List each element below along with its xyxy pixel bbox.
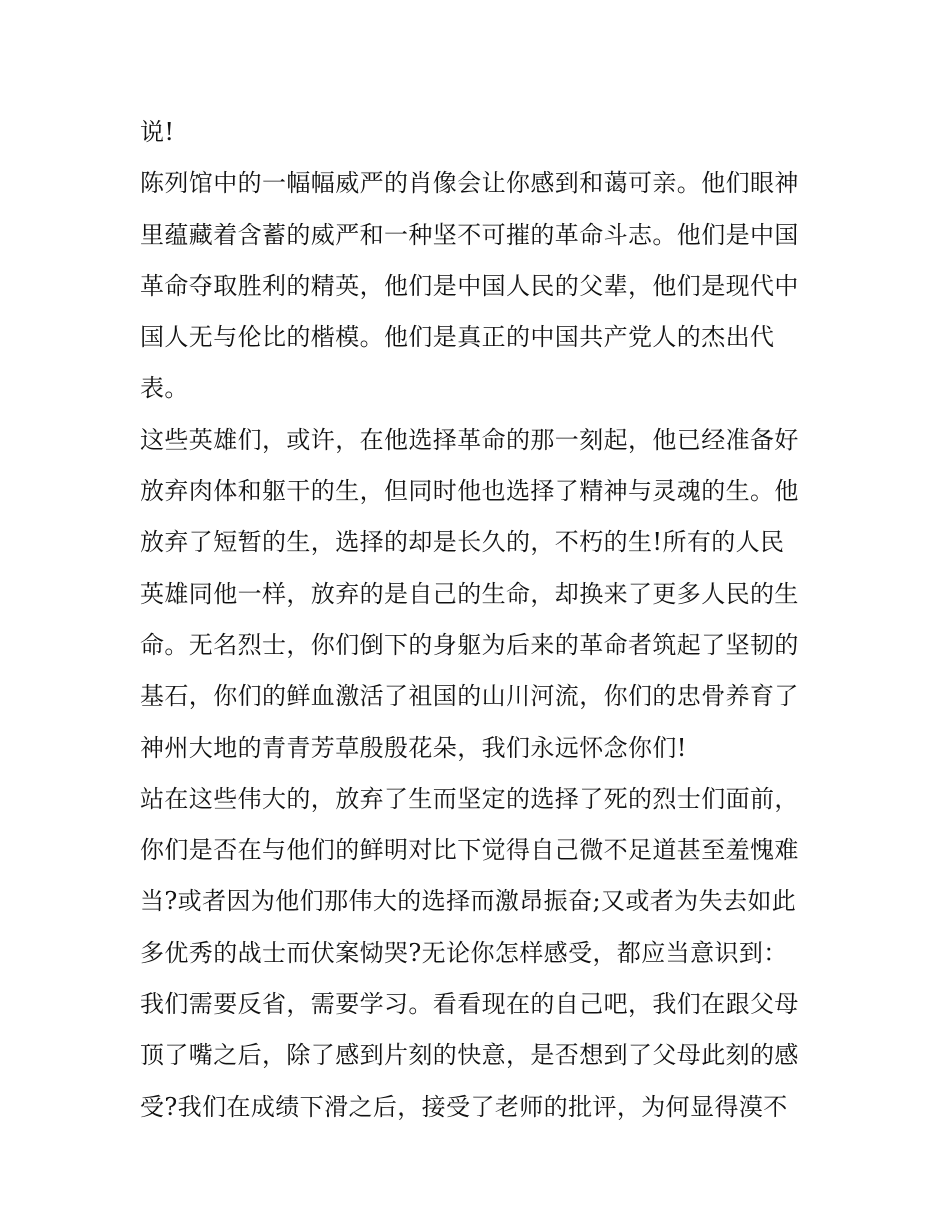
text-line: 顶了嘴之后，除了感到片刻的快意，是否想到了父母此刻的感	[140, 1041, 799, 1070]
text-line: 这些英雄们，或许，在他选择革命的那一刻起，他已经准备好	[140, 425, 799, 454]
text-line: 基石，你们的鲜血激活了祖国的山川河流，你们的忠骨养育了	[140, 682, 799, 711]
text-line: 革命夺取胜利的精英，他们是中国人民的父辈，他们是现代中	[140, 271, 799, 300]
text-line: 说!	[140, 118, 175, 146]
text-line: 我们需要反省，需要学习。看看现在的自己吧，我们在跟父母	[140, 990, 799, 1019]
text-line: 多优秀的战士而伏案恸哭?无论你怎样感受，都应当意识到：	[140, 938, 788, 967]
text-line: 英雄同他一样，放弃的是自己的生命，却换来了更多人民的生	[140, 579, 799, 608]
text-line: 表。	[140, 374, 189, 403]
text-line: 受?我们在成绩下滑之后，接受了老师的批评，为何显得漠不	[140, 1092, 788, 1121]
text-line: 陈列馆中的一幅幅威严的肖像会让你感到和蔼可亲。他们眼神	[140, 169, 799, 198]
text-line: 里蕴藏着含蓄的威严和一种坚不可摧的革命斗志。他们是中国	[140, 220, 799, 249]
text-line: 国人无与伦比的楷模。他们是真正的中国共产党人的杰出代	[140, 323, 775, 352]
text-line: 你们是否在与他们的鲜明对比下觉得自己微不足道甚至羞愧难	[140, 836, 799, 865]
text-line: 放弃肉体和躯干的生，但同时他也选择了精神与灵魂的生。他	[140, 477, 799, 506]
text-line: 放弃了短暂的生，选择的却是长久的，不朽的生!所有的人民	[140, 528, 785, 557]
document-body	[140, 107, 830, 1133]
text-line: 神州大地的青青芳草殷殷花朵，我们永远怀念你们!	[140, 733, 687, 762]
text-line: 命。无名烈士，你们倒下的身躯为后来的革命者筑起了坚韧的	[140, 630, 799, 659]
text-line: 站在这些伟大的，放弃了生而坚定的选择了死的烈士们面前，	[140, 784, 799, 813]
text-line: 当?或者因为他们那伟大的选择而激昂振奋;又或者为失去如此	[140, 887, 797, 916]
